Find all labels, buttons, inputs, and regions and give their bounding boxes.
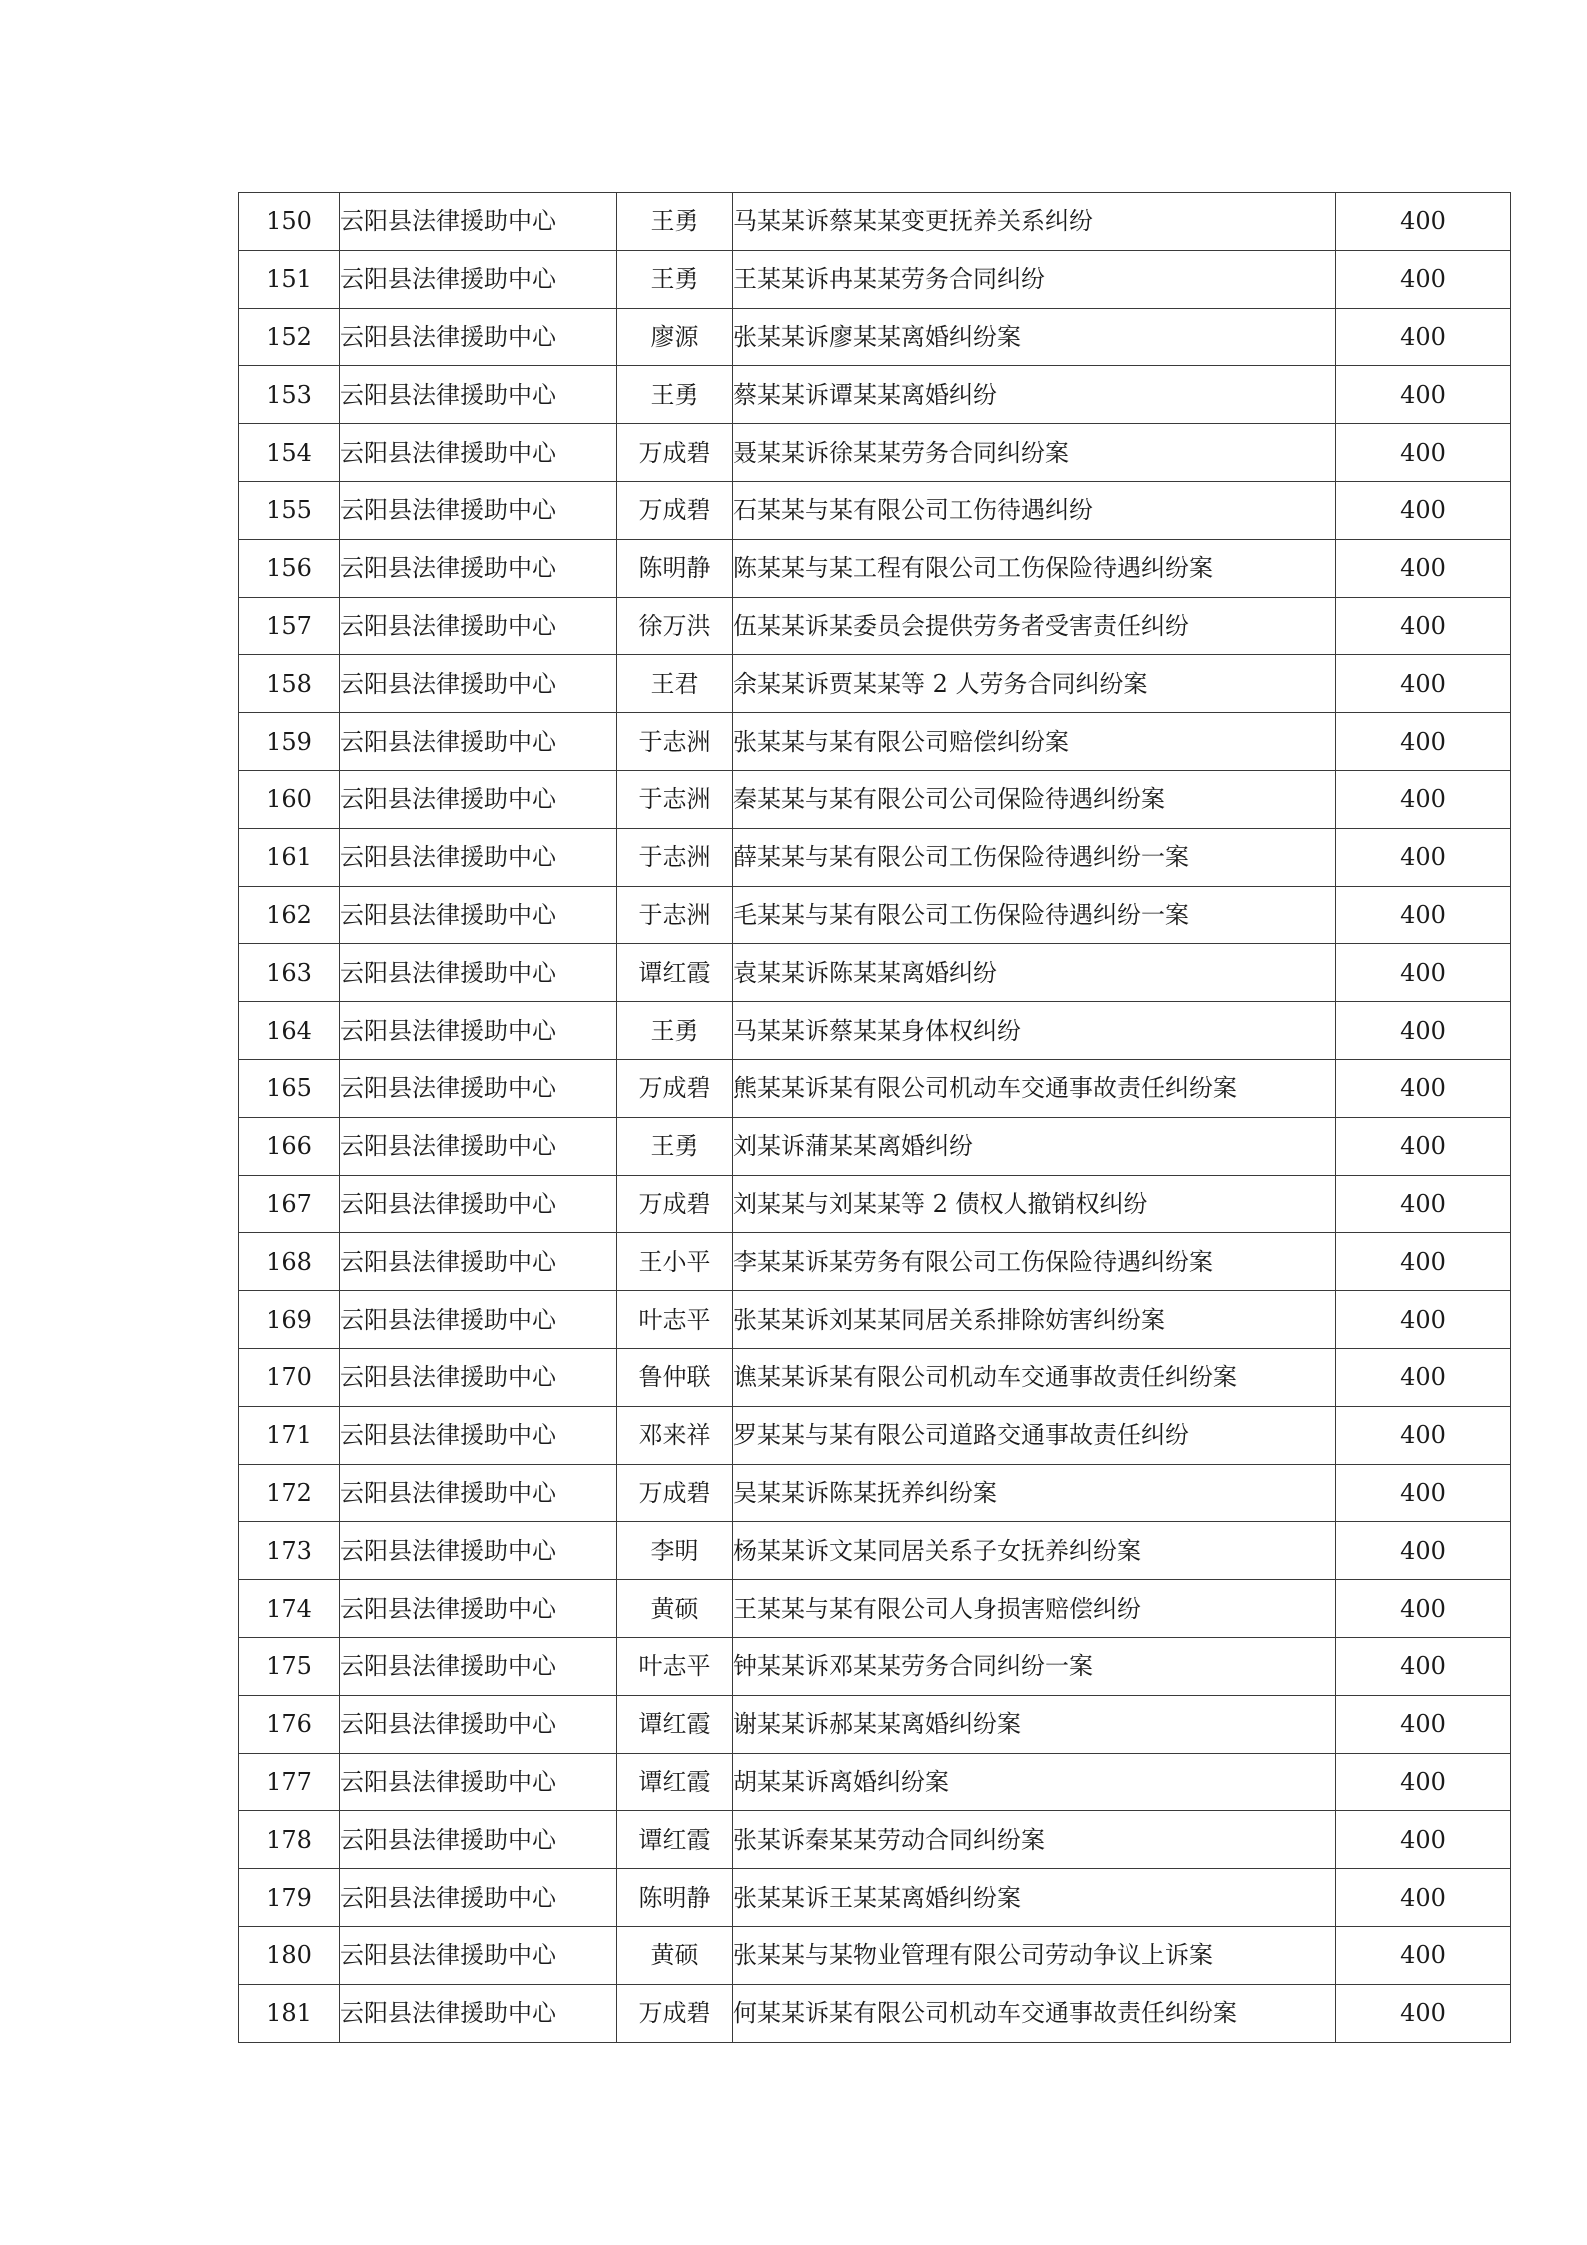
aid-center-cell: 云阳县法律援助中心 (340, 1522, 617, 1580)
table-row (239, 1117, 1511, 1175)
case-number-cell: 177 (239, 1753, 340, 1811)
aid-center-cell: 云阳县法律援助中心 (340, 1002, 617, 1060)
lawyer-name-cell: 王勇 (617, 366, 733, 424)
case-number-cell: 171 (239, 1406, 340, 1464)
case-title-cell: 聂某某诉徐某某劳务合同纠纷案 (733, 424, 1336, 482)
case-number-cell: 155 (239, 481, 340, 539)
case-title-cell: 罗某某与某有限公司道路交通事故责任纠纷 (733, 1406, 1336, 1464)
subsidy-amount-cell: 400 (1336, 1984, 1511, 2042)
subsidy-amount-cell: 400 (1336, 1580, 1511, 1638)
subsidy-amount-cell: 400 (1336, 1059, 1511, 1117)
aid-center-cell: 云阳县法律援助中心 (340, 1348, 617, 1406)
case-title-cell: 石某某与某有限公司工伤待遇纠纷 (733, 481, 1336, 539)
lawyer-name-cell: 谭红霞 (617, 1753, 733, 1811)
table-row (239, 1464, 1511, 1522)
case-number-cell: 153 (239, 366, 340, 424)
lawyer-name-cell: 万成碧 (617, 1464, 733, 1522)
case-title-cell: 秦某某与某有限公司公司保险待遇纠纷案 (733, 770, 1336, 828)
case-number-cell: 161 (239, 828, 340, 886)
lawyer-name-cell: 鲁仲联 (617, 1348, 733, 1406)
subsidy-amount-cell: 400 (1336, 539, 1511, 597)
lawyer-name-cell: 王勇 (617, 1117, 733, 1175)
case-title-cell: 胡某某诉离婚纠纷案 (733, 1753, 1336, 1811)
lawyer-name-cell: 陈明静 (617, 539, 733, 597)
case-number-cell: 168 (239, 1233, 340, 1291)
case-title-cell: 王某某与某有限公司人身损害赔偿纠纷 (733, 1580, 1336, 1638)
case-title-cell: 刘某诉蒲某某离婚纠纷 (733, 1117, 1336, 1175)
lawyer-name-cell: 王君 (617, 655, 733, 713)
table-row (239, 1059, 1511, 1117)
subsidy-amount-cell: 400 (1336, 944, 1511, 1002)
lawyer-name-cell: 谭红霞 (617, 944, 733, 1002)
aid-center-cell: 云阳县法律援助中心 (340, 308, 617, 366)
table-row (239, 1869, 1511, 1927)
lawyer-name-cell: 于志洲 (617, 713, 733, 771)
case-number-cell: 151 (239, 250, 340, 308)
table-row (239, 597, 1511, 655)
lawyer-name-cell: 王小平 (617, 1233, 733, 1291)
table-row (239, 1291, 1511, 1349)
case-number-cell: 150 (239, 193, 340, 251)
table-row (239, 1637, 1511, 1695)
lawyer-name-cell: 谭红霞 (617, 1811, 733, 1869)
aid-center-cell: 云阳县法律援助中心 (340, 1406, 617, 1464)
case-title-cell: 陈某某与某工程有限公司工伤保险待遇纠纷案 (733, 539, 1336, 597)
aid-center-cell: 云阳县法律援助中心 (340, 1059, 617, 1117)
aid-center-cell: 云阳县法律援助中心 (340, 597, 617, 655)
case-number-cell: 159 (239, 713, 340, 771)
lawyer-name-cell: 万成碧 (617, 481, 733, 539)
lawyer-name-cell: 徐万洪 (617, 597, 733, 655)
aid-center-cell: 云阳县法律援助中心 (340, 366, 617, 424)
subsidy-amount-cell: 400 (1336, 1522, 1511, 1580)
lawyer-name-cell: 万成碧 (617, 1059, 733, 1117)
subsidy-amount-cell: 400 (1336, 828, 1511, 886)
case-title-cell: 谯某某诉某有限公司机动车交通事故责任纠纷案 (733, 1348, 1336, 1406)
case-title-cell: 张某某与某物业管理有限公司劳动争议上诉案 (733, 1926, 1336, 1984)
lawyer-name-cell: 于志洲 (617, 828, 733, 886)
case-table-body (239, 193, 1511, 2043)
lawyer-name-cell: 陈明静 (617, 1869, 733, 1927)
aid-center-cell: 云阳县法律援助中心 (340, 1753, 617, 1811)
table-row (239, 828, 1511, 886)
case-number-cell: 180 (239, 1926, 340, 1984)
subsidy-amount-cell: 400 (1336, 1348, 1511, 1406)
table-row (239, 713, 1511, 771)
subsidy-amount-cell: 400 (1336, 1002, 1511, 1060)
subsidy-amount-cell: 400 (1336, 1926, 1511, 1984)
case-number-cell: 165 (239, 1059, 340, 1117)
case-title-cell: 伍某某诉某委员会提供劳务者受害责任纠纷 (733, 597, 1336, 655)
lawyer-name-cell: 王勇 (617, 1002, 733, 1060)
lawyer-name-cell: 于志洲 (617, 886, 733, 944)
aid-center-cell: 云阳县法律援助中心 (340, 1175, 617, 1233)
aid-center-cell: 云阳县法律援助中心 (340, 944, 617, 1002)
case-title-cell: 何某某诉某有限公司机动车交通事故责任纠纷案 (733, 1984, 1336, 2042)
aid-center-cell: 云阳县法律援助中心 (340, 1580, 617, 1638)
table-row (239, 1811, 1511, 1869)
subsidy-amount-cell: 400 (1336, 250, 1511, 308)
table-row (239, 424, 1511, 482)
case-title-cell: 薛某某与某有限公司工伤保险待遇纠纷一案 (733, 828, 1336, 886)
table-row (239, 308, 1511, 366)
table-row (239, 539, 1511, 597)
case-number-cell: 174 (239, 1580, 340, 1638)
table-row (239, 655, 1511, 713)
aid-center-cell: 云阳县法律援助中心 (340, 1811, 617, 1869)
aid-center-cell: 云阳县法律援助中心 (340, 1464, 617, 1522)
case-title-cell: 张某某诉廖某某离婚纠纷案 (733, 308, 1336, 366)
lawyer-name-cell: 邓来祥 (617, 1406, 733, 1464)
case-title-cell: 马某某诉蔡某某身体权纠纷 (733, 1002, 1336, 1060)
subsidy-amount-cell: 400 (1336, 1637, 1511, 1695)
case-number-cell: 181 (239, 1984, 340, 2042)
table-row (239, 1580, 1511, 1638)
aid-center-cell: 云阳县法律援助中心 (340, 193, 617, 251)
table-row (239, 1233, 1511, 1291)
table-row (239, 1695, 1511, 1753)
lawyer-name-cell: 叶志平 (617, 1637, 733, 1695)
case-number-cell: 166 (239, 1117, 340, 1175)
aid-center-cell: 云阳县法律援助中心 (340, 1233, 617, 1291)
aid-center-cell: 云阳县法律援助中心 (340, 713, 617, 771)
case-number-cell: 169 (239, 1291, 340, 1349)
subsidy-amount-cell: 400 (1336, 308, 1511, 366)
case-title-cell: 熊某某诉某有限公司机动车交通事故责任纠纷案 (733, 1059, 1336, 1117)
table-row (239, 886, 1511, 944)
case-number-cell: 178 (239, 1811, 340, 1869)
subsidy-amount-cell: 400 (1336, 770, 1511, 828)
subsidy-amount-cell: 400 (1336, 1406, 1511, 1464)
subsidy-amount-cell: 400 (1336, 193, 1511, 251)
case-number-cell: 179 (239, 1869, 340, 1927)
lawyer-name-cell: 谭红霞 (617, 1695, 733, 1753)
aid-center-cell: 云阳县法律援助中心 (340, 1926, 617, 1984)
aid-center-cell: 云阳县法律援助中心 (340, 1291, 617, 1349)
aid-center-cell: 云阳县法律援助中心 (340, 655, 617, 713)
lawyer-name-cell: 黄硕 (617, 1926, 733, 1984)
case-title-cell: 马某某诉蔡某某变更抚养关系纠纷 (733, 193, 1336, 251)
aid-center-cell: 云阳县法律援助中心 (340, 828, 617, 886)
aid-center-cell: 云阳县法律援助中心 (340, 1637, 617, 1695)
subsidy-amount-cell: 400 (1336, 366, 1511, 424)
case-title-cell: 王某某诉冉某某劳务合同纠纷 (733, 250, 1336, 308)
case-number-cell: 175 (239, 1637, 340, 1695)
case-title-cell: 袁某某诉陈某某离婚纠纷 (733, 944, 1336, 1002)
case-title-cell: 蔡某某诉谭某某离婚纠纷 (733, 366, 1336, 424)
table-row (239, 944, 1511, 1002)
case-title-cell: 刘某某与刘某某等 2 债权人撤销权纠纷 (733, 1175, 1336, 1233)
table-row (239, 770, 1511, 828)
subsidy-amount-cell: 400 (1336, 1753, 1511, 1811)
subsidy-amount-cell: 400 (1336, 1695, 1511, 1753)
lawyer-name-cell: 万成碧 (617, 1984, 733, 2042)
case-number-cell: 163 (239, 944, 340, 1002)
subsidy-amount-cell: 400 (1336, 886, 1511, 944)
lawyer-name-cell: 王勇 (617, 193, 733, 251)
aid-center-cell: 云阳县法律援助中心 (340, 424, 617, 482)
lawyer-name-cell: 廖源 (617, 308, 733, 366)
aid-center-cell: 云阳县法律援助中心 (340, 1869, 617, 1927)
aid-center-cell: 云阳县法律援助中心 (340, 770, 617, 828)
subsidy-amount-cell: 400 (1336, 1811, 1511, 1869)
case-title-cell: 谢某某诉郝某某离婚纠纷案 (733, 1695, 1336, 1753)
table-row (239, 1175, 1511, 1233)
case-title-cell: 钟某某诉邓某某劳务合同纠纷一案 (733, 1637, 1336, 1695)
subsidy-amount-cell: 400 (1336, 1117, 1511, 1175)
case-number-cell: 173 (239, 1522, 340, 1580)
table-row (239, 1348, 1511, 1406)
table-row (239, 1406, 1511, 1464)
case-title-cell: 李某某诉某劳务有限公司工伤保险待遇纠纷案 (733, 1233, 1336, 1291)
case-number-cell: 176 (239, 1695, 340, 1753)
subsidy-amount-cell: 400 (1336, 1291, 1511, 1349)
aid-center-cell: 云阳县法律援助中心 (340, 539, 617, 597)
table-row (239, 250, 1511, 308)
case-number-cell: 172 (239, 1464, 340, 1522)
aid-center-cell: 云阳县法律援助中心 (340, 1695, 617, 1753)
case-title-cell: 张某某诉王某某离婚纠纷案 (733, 1869, 1336, 1927)
case-title-cell: 吴某某诉陈某抚养纠纷案 (733, 1464, 1336, 1522)
table-row (239, 1753, 1511, 1811)
table-row (239, 481, 1511, 539)
case-title-cell: 毛某某与某有限公司工伤保险待遇纠纷一案 (733, 886, 1336, 944)
subsidy-amount-cell: 400 (1336, 655, 1511, 713)
case-title-cell: 张某某诉刘某某同居关系排除妨害纠纷案 (733, 1291, 1336, 1349)
case-title-cell: 张某诉秦某某劳动合同纠纷案 (733, 1811, 1336, 1869)
case-number-cell: 162 (239, 886, 340, 944)
lawyer-name-cell: 叶志平 (617, 1291, 733, 1349)
lawyer-name-cell: 于志洲 (617, 770, 733, 828)
subsidy-amount-cell: 400 (1336, 1233, 1511, 1291)
lawyer-name-cell: 黄硕 (617, 1580, 733, 1638)
case-number-cell: 158 (239, 655, 340, 713)
case-title-cell: 余某某诉贾某某等 2 人劳务合同纠纷案 (733, 655, 1336, 713)
aid-center-cell: 云阳县法律援助中心 (340, 481, 617, 539)
case-number-cell: 170 (239, 1348, 340, 1406)
case-number-cell: 156 (239, 539, 340, 597)
table-row (239, 1984, 1511, 2042)
lawyer-name-cell: 万成碧 (617, 424, 733, 482)
subsidy-amount-cell: 400 (1336, 424, 1511, 482)
aid-center-cell: 云阳县法律援助中心 (340, 1117, 617, 1175)
aid-center-cell: 云阳县法律援助中心 (340, 250, 617, 308)
case-number-cell: 152 (239, 308, 340, 366)
lawyer-name-cell: 王勇 (617, 250, 733, 308)
case-number-cell: 160 (239, 770, 340, 828)
lawyer-name-cell: 李明 (617, 1522, 733, 1580)
table-row (239, 1002, 1511, 1060)
lawyer-name-cell: 万成碧 (617, 1175, 733, 1233)
table-row (239, 193, 1511, 251)
case-title-cell: 杨某某诉文某同居关系子女抚养纠纷案 (733, 1522, 1336, 1580)
aid-center-cell: 云阳县法律援助中心 (340, 1984, 617, 2042)
table-row (239, 1926, 1511, 1984)
subsidy-amount-cell: 400 (1336, 1175, 1511, 1233)
subsidy-amount-cell: 400 (1336, 481, 1511, 539)
aid-center-cell: 云阳县法律援助中心 (340, 886, 617, 944)
case-number-cell: 167 (239, 1175, 340, 1233)
case-number-cell: 164 (239, 1002, 340, 1060)
subsidy-amount-cell: 400 (1336, 1464, 1511, 1522)
subsidy-amount-cell: 400 (1336, 597, 1511, 655)
subsidy-amount-cell: 400 (1336, 1869, 1511, 1927)
table-row (239, 1522, 1511, 1580)
case-title-cell: 张某某与某有限公司赔偿纠纷案 (733, 713, 1336, 771)
table-row (239, 366, 1511, 424)
case-number-cell: 154 (239, 424, 340, 482)
legal-aid-case-table (238, 192, 1511, 2043)
subsidy-amount-cell: 400 (1336, 713, 1511, 771)
case-number-cell: 157 (239, 597, 340, 655)
